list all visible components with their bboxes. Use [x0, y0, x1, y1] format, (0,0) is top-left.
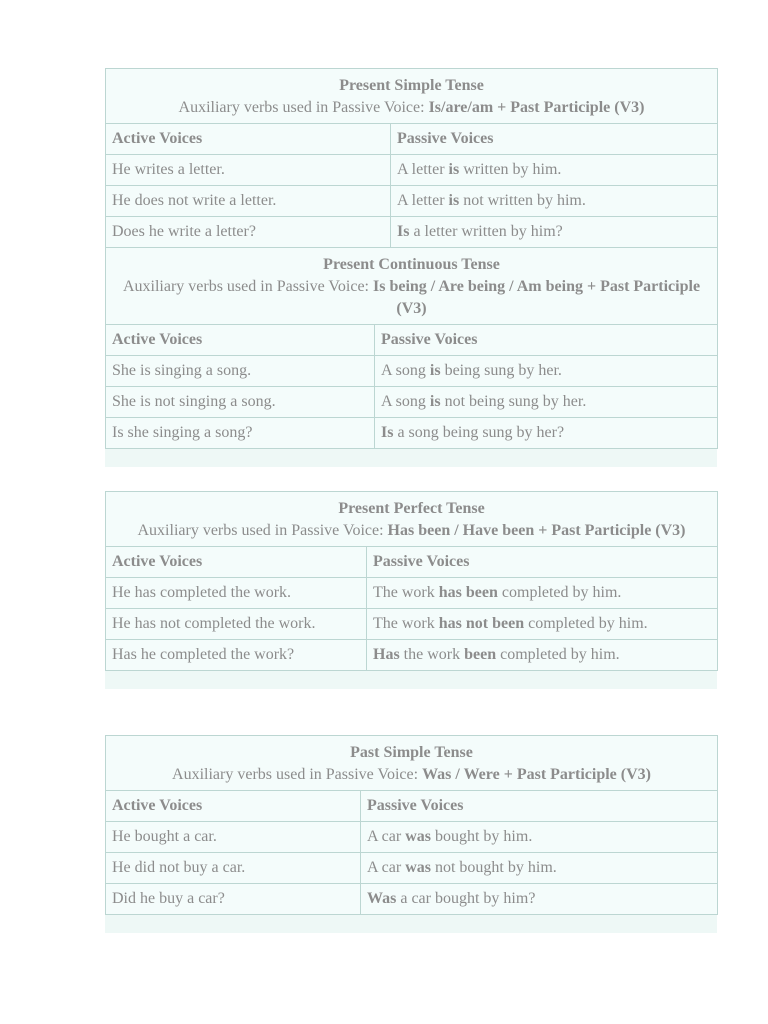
- active-voices-header: Active Voices: [106, 791, 361, 822]
- tense-block-present-perfect: [105, 491, 717, 689]
- table-row: [106, 356, 718, 387]
- passive-sentence: A song is being sung by her.: [375, 356, 718, 387]
- column-header-row: [106, 124, 718, 155]
- table-row: [106, 186, 718, 217]
- column-header-row: [106, 791, 718, 822]
- column-header-row: [106, 325, 718, 356]
- table-row: [106, 609, 718, 640]
- passive-voices-header: Passive Voices: [375, 325, 718, 356]
- section-title: Present Simple Tense: [339, 77, 484, 94]
- table-row: [106, 217, 718, 248]
- active-sentence: Has he completed the work?: [106, 640, 367, 671]
- table-row: [106, 640, 718, 671]
- passive-sentence: A car was bought by him.: [361, 822, 718, 853]
- section-title: Past Simple Tense: [350, 744, 473, 761]
- passive-sentence: Is a song being sung by her?: [375, 418, 718, 449]
- active-sentence: Is she singing a song?: [106, 418, 375, 449]
- table-row: [106, 884, 718, 915]
- active-sentence: He did not buy a car.: [106, 853, 361, 884]
- active-voices-header: Active Voices: [106, 325, 375, 356]
- table-row: [106, 853, 718, 884]
- active-voices-header: Active Voices: [106, 547, 367, 578]
- passive-voices-header: Passive Voices: [391, 124, 718, 155]
- tense-block-present: [105, 68, 717, 467]
- active-sentence: He bought a car.: [106, 822, 361, 853]
- active-sentence: He has completed the work.: [106, 578, 367, 609]
- section-header: [106, 492, 718, 547]
- active-sentence: He does not write a letter.: [106, 186, 391, 217]
- section-header: [106, 248, 718, 325]
- spacer-band: [105, 915, 717, 933]
- active-sentence: He has not completed the work.: [106, 609, 367, 640]
- section-header: [106, 69, 718, 124]
- present-perfect-table: [105, 491, 718, 671]
- passive-sentence: Has the work been completed by him.: [367, 640, 718, 671]
- section-title: Present Perfect Tense: [338, 500, 485, 517]
- spacer-band: [105, 671, 717, 689]
- passive-sentence: Was a car bought by him?: [361, 884, 718, 915]
- present-continuous-table: [105, 247, 718, 449]
- passive-sentence: Is a letter written by him?: [391, 217, 718, 248]
- aux-verbs-line: Auxiliary verbs used in Passive Voice: Is being / Are being / Am being + Past Participle (V3): [122, 278, 701, 317]
- section-title: Present Continuous Tense: [323, 256, 500, 273]
- passive-sentence: A song is not being sung by her.: [375, 387, 718, 418]
- active-sentence: Did he buy a car?: [106, 884, 361, 915]
- past-simple-table: [105, 735, 718, 915]
- passive-voices-header: Passive Voices: [361, 791, 718, 822]
- passive-voices-header: Passive Voices: [367, 547, 718, 578]
- present-simple-table: [105, 68, 718, 248]
- table-row: [106, 418, 718, 449]
- aux-verbs-line: Auxiliary verbs used in Passive Voice: Has been / Have been + Past Participle (V3): [137, 522, 686, 539]
- passive-sentence: The work has been completed by him.: [367, 578, 718, 609]
- passive-sentence: A letter is not written by him.: [391, 186, 718, 217]
- active-sentence: He writes a letter.: [106, 155, 391, 186]
- aux-verbs-line: Auxiliary verbs used in Passive Voice: Is/are/am + Past Participle (V3): [178, 99, 645, 116]
- active-sentence: Does he write a letter?: [106, 217, 391, 248]
- passive-sentence: A car was not bought by him.: [361, 853, 718, 884]
- aux-verbs-line: Auxiliary verbs used in Passive Voice: Was / Were + Past Participle (V3): [172, 766, 651, 783]
- column-header-row: [106, 547, 718, 578]
- passive-sentence: The work has not been completed by him.: [367, 609, 718, 640]
- table-row: [106, 387, 718, 418]
- passive-sentence: A letter is written by him.: [391, 155, 718, 186]
- spacer-band: [105, 449, 717, 467]
- section-header: [106, 736, 718, 791]
- table-row: [106, 822, 718, 853]
- table-row: [106, 578, 718, 609]
- active-sentence: She is not singing a song.: [106, 387, 375, 418]
- table-row: [106, 155, 718, 186]
- active-voices-header: Active Voices: [106, 124, 391, 155]
- tense-block-past-simple: [105, 735, 717, 933]
- active-sentence: She is singing a song.: [106, 356, 375, 387]
